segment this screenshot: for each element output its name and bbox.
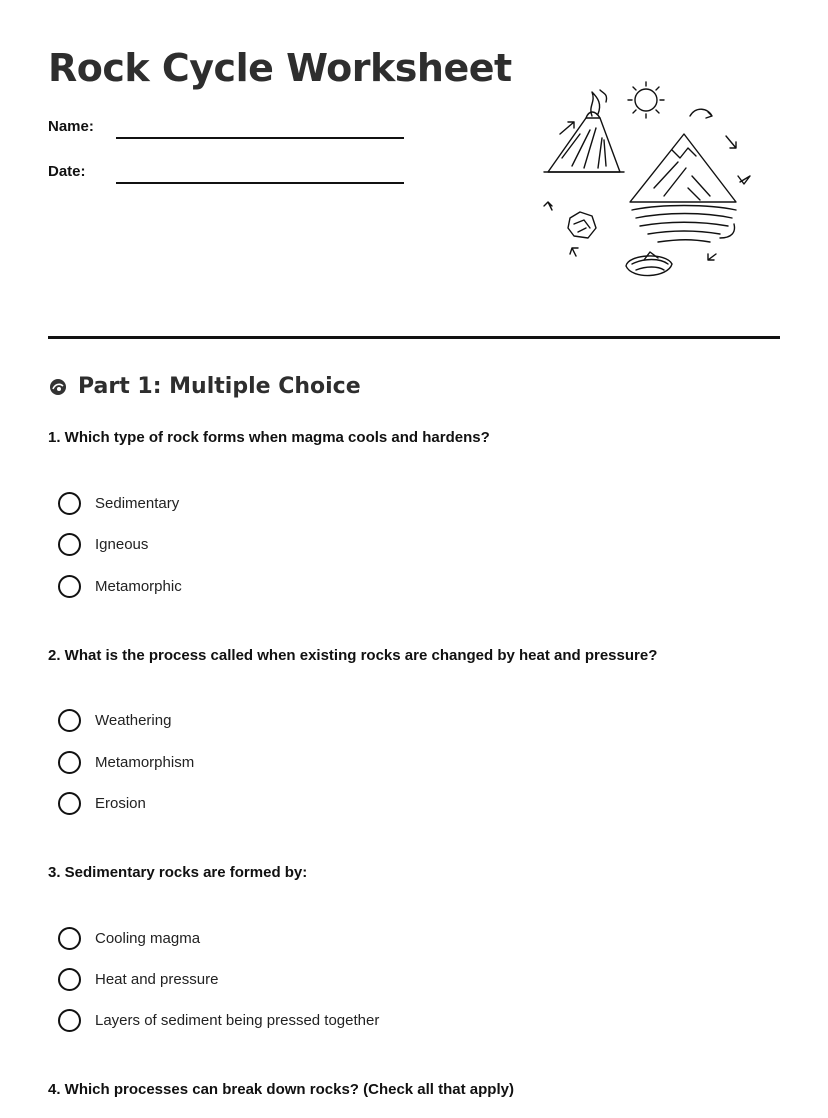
option-label: Metamorphic	[95, 577, 182, 595]
q2-option-3[interactable]	[58, 790, 146, 816]
radio-button[interactable]	[58, 533, 81, 556]
cycle-arrows-icon	[544, 109, 750, 260]
radio-button[interactable]	[58, 751, 81, 774]
part1-title: Part 1: Multiple Choice	[78, 374, 361, 399]
date-label: Date:	[48, 163, 86, 180]
q1-option-2[interactable]	[58, 531, 148, 557]
date-input-line[interactable]	[116, 182, 404, 184]
option-label: Metamorphism	[95, 753, 195, 771]
rock-icon	[48, 377, 68, 397]
radio-button[interactable]	[58, 792, 81, 815]
question-2: 2. What is the process called when existing rocks are changed by heat and pressure?	[48, 647, 658, 664]
name-input-line[interactable]	[116, 137, 404, 139]
option-label: Cooling magma	[95, 929, 201, 947]
q3-option-3[interactable]	[58, 1007, 379, 1033]
option-label: Sedimentary	[95, 494, 180, 512]
sun-icon	[628, 82, 664, 118]
question-1: 1. Which type of rock forms when magma cools and hardens?	[48, 429, 490, 446]
part1-heading	[48, 374, 361, 399]
name-label: Name:	[48, 118, 94, 135]
rock-cycle-illustration	[540, 78, 758, 290]
section-divider	[48, 336, 780, 339]
sediment-rocks-icon	[626, 252, 672, 276]
question-4: 4. Which processes can break down rocks? (Check all that apply)	[48, 1081, 514, 1098]
radio-button[interactable]	[58, 927, 81, 950]
question-3: 3. Sedimentary rocks are formed by:	[48, 864, 308, 881]
rock-pile-icon	[568, 212, 596, 238]
option-label: Layers of sediment being pressed together	[95, 1011, 380, 1029]
radio-button[interactable]	[58, 709, 81, 732]
option-label: Heat and pressure	[95, 970, 219, 988]
q2-option-2[interactable]	[58, 749, 194, 775]
option-label: Igneous	[95, 535, 149, 553]
radio-button[interactable]	[58, 575, 81, 598]
mountain-icon	[630, 134, 736, 242]
option-label: Weathering	[95, 711, 172, 729]
radio-button[interactable]	[58, 1009, 81, 1032]
q1-option-3[interactable]	[58, 573, 182, 599]
q3-option-2[interactable]	[58, 966, 218, 992]
q1-option-1[interactable]	[58, 490, 179, 516]
radio-button[interactable]	[58, 492, 81, 515]
option-label: Erosion	[95, 794, 146, 812]
page-title: Rock Cycle Worksheet	[48, 46, 512, 90]
volcano-icon	[544, 90, 624, 172]
radio-button[interactable]	[58, 968, 81, 991]
q2-option-1[interactable]	[58, 707, 171, 733]
q3-option-1[interactable]	[58, 925, 200, 951]
